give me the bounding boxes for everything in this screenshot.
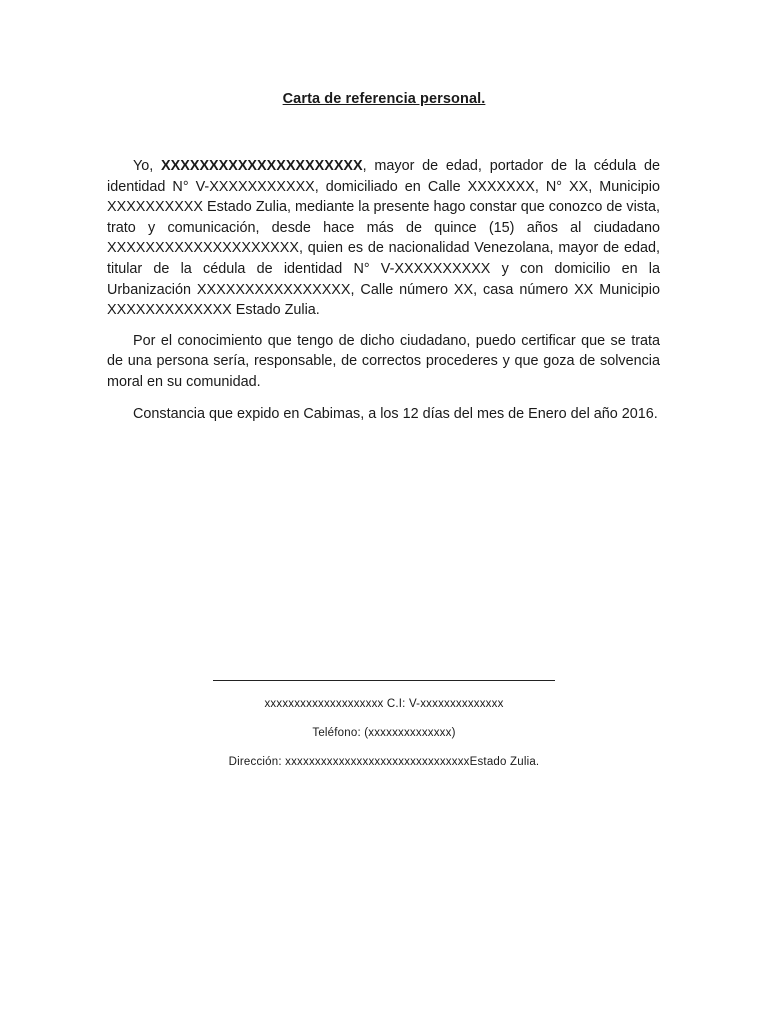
signature-block [0, 663, 768, 769]
signature-line [213, 680, 555, 681]
paragraph-closing: Constancia que expido en Cabimas, a los 12 días del mes de Enero del año 2016. [133, 405, 658, 422]
letter-body [107, 156, 660, 435]
signature-name-id: xxxxxxxxxxxxxxxxxxxx C.I: V-xxxxxxxxxxxxxx [264, 698, 504, 710]
signature-address: Dirección: xxxxxxxxxxxxxxxxxxxxxxxxxxxxxxxEstado Zulia. [228, 756, 540, 768]
paragraph-intro: Yo, [133, 158, 162, 174]
paragraph-certification: Por el conocimiento que tengo de dicho ciudadano, puedo certificar que se trata de una persona sería, responsable, de correctos procederes y que goza de solvencia moral en su comunidad. [107, 332, 660, 390]
signature-phone: Teléfono: (xxxxxxxxxxxxxx) [312, 727, 456, 739]
paragraph-declaration [107, 156, 660, 321]
declarant-name: XXXXXXXXXXXXXXXXXXXXX [161, 158, 363, 174]
document-title: Carta de referencia personal. [282, 91, 486, 107]
paragraph-declaration-text: , mayor de edad, portador de la cédula de identidad N° V-XXXXXXXXXXX, domiciliado en Calle XXXXXXX, N° XX, Municipio XXXXXXXXXX Estado Zulia, mediante la presente hago constar que conozco de vista, trato y comunicación, desde hace más de quince (15) años al ciudadano XXXXXXXXXXXXXXXXXXXX, quien es de nacionalidad Venezolana, mayor de edad, titular de la cédula de identidad N° V-XXXXXXXXXX y con domicilio en la Urbanización XXXXXXXXXXXXXXXX, Calle número XX, casa número XX Municipio XXXXXXXXXXXXX Estado Zulia. [107, 158, 660, 319]
